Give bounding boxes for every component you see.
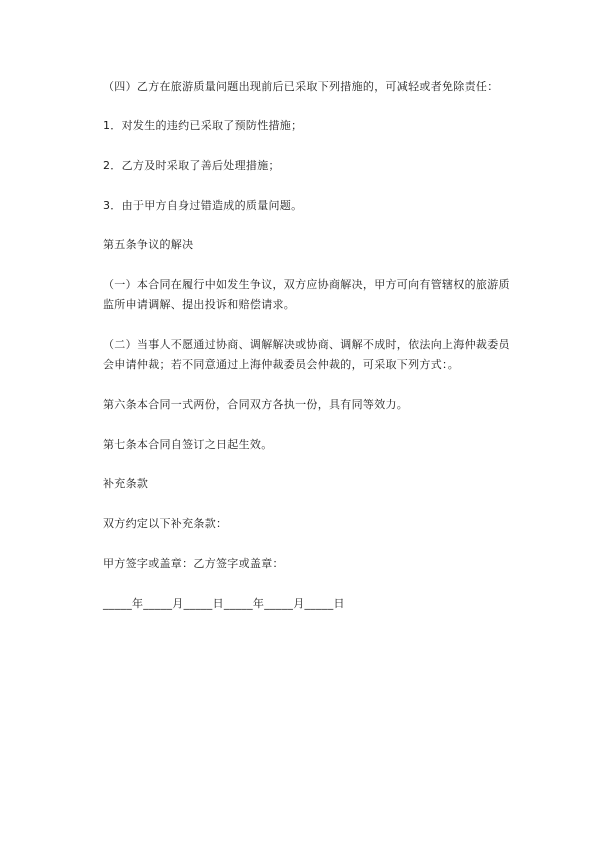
measure-item-2: 2．乙方及时采取了善后处理措施； (103, 159, 280, 172)
signature-line: 甲方签字或盖章：乙方签字或盖章： (103, 557, 284, 570)
section-6-copies: 第六条本合同一式两份，合同双方各执一份，具有同等效力。 (103, 398, 409, 411)
clause-4-liability-reduction: （四）乙方在旅游质量问题出现前后已采取下列措施的，可减轻或者免除责任： (103, 80, 499, 93)
measure-item-1: 1．对发生的违约已采取了预防性措施； (103, 119, 303, 132)
supplementary-heading: 补充条款 (103, 477, 149, 490)
section-5-heading: 第五条争议的解决 (103, 238, 194, 251)
section-7-effective: 第七条本合同自签订之日起生效。 (103, 438, 273, 451)
date-line: _____年_____月_____日_____年_____月_____日 (103, 597, 345, 610)
supplementary-intro: 双方约定以下补充条款： (103, 517, 228, 530)
dispute-clause-1: （一）本合同在履行中如发生争议，双方应协商解决，甲方可向有管辖权的旅游质监所申请调解、提出投诉和赔偿请求。 (103, 278, 510, 311)
dispute-clause-2: （二）当事人不愿通过协商、调解解决或协商、调解不成时，依法向上海仲裁委员会申请仲裁；若不同意通过上海仲裁委员会仲裁的，可采取下列方式：。 (103, 338, 510, 371)
measure-item-3: 3．由于甲方自身过错造成的质量问题。 (103, 199, 303, 212)
